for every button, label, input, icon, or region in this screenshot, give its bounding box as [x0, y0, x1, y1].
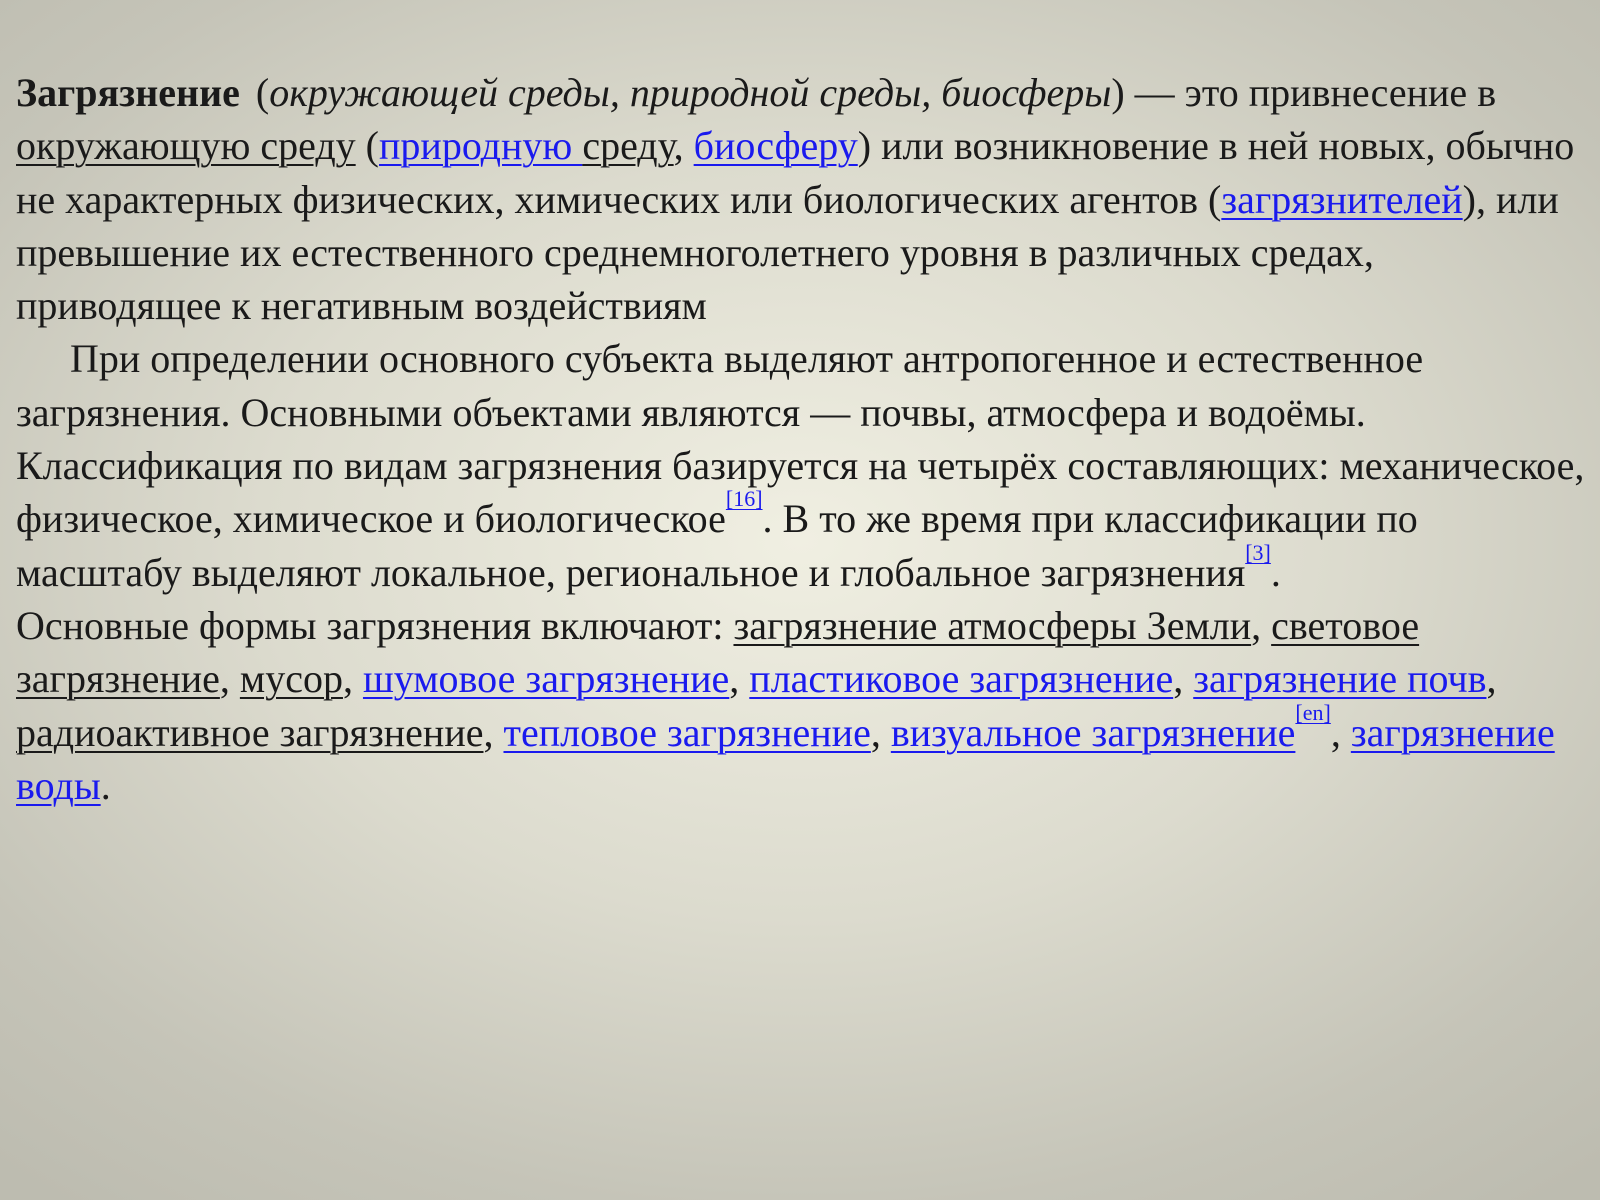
separator: , — [729, 656, 750, 702]
separator: . — [100, 762, 111, 808]
term-heading: Загрязнение — [16, 70, 240, 115]
paragraph-definition — [16, 66, 1588, 332]
link-natural-environment[interactable]: среду — [582, 123, 674, 169]
synonyms-italic: окружающей среды, природной среды, биосферы — [269, 70, 1112, 115]
text-fragment: , — [673, 123, 694, 169]
reference-en — [1295, 700, 1330, 725]
link-water-pollution[interactable]: загрязнение воды — [16, 709, 1555, 808]
reference-3-link[interactable]: [3] — [1245, 539, 1271, 565]
separator: , — [1486, 656, 1497, 702]
paragraph-forms — [16, 599, 1588, 812]
separator: , — [1173, 656, 1194, 702]
text-fragment: При определении основного субъекта выделяют антропогенное и естественное загрязнения. Основными объектами являются — почвы, атмосфера и водоёмы. Классификация по видам загрязнения базируется на четырёх составляющих: механическое, физическое, химическое и биологическое — [16, 336, 1585, 542]
link-biosphere[interactable]: биосферу — [693, 123, 858, 169]
link-radioactive-pollution[interactable]: радиоактивное загрязнение — [16, 709, 484, 755]
separator: , — [483, 709, 504, 755]
link-light-pollution[interactable]: световое загрязнение — [16, 602, 1420, 702]
paragraph-classification — [16, 332, 1588, 598]
link-visual-pollution[interactable]: визуальное загрязнение — [890, 709, 1296, 755]
link-atmosphere-pollution[interactable]: загрязнение атмосферы Земли — [733, 602, 1252, 648]
separator: , — [219, 656, 240, 702]
link-environment[interactable]: окружающую среду — [16, 123, 356, 169]
text-fragment: ), или превышение их естественного среднемноголетнего уровня в различных средах, приводящее к негативным воздействиям — [16, 176, 1559, 329]
link-soil-pollution[interactable]: загрязнение почв — [1193, 656, 1487, 702]
separator: , — [1251, 602, 1272, 648]
link-noise-pollution[interactable]: шумовое загрязнение — [362, 656, 730, 702]
text-fragment: . — [1270, 549, 1281, 595]
separator: , — [870, 709, 891, 755]
reference-en-link[interactable]: [en] — [1295, 699, 1331, 725]
reference-16 — [726, 486, 763, 511]
link-natural[interactable]: природную — [379, 123, 583, 169]
text-fragment: ) — это привнесение в — [1111, 70, 1497, 115]
separator: , — [1330, 709, 1351, 755]
link-pollutants[interactable]: загрязнителей — [1221, 176, 1463, 222]
reference-16-link[interactable]: [16] — [725, 486, 763, 512]
text-fragment: . В то же время при классификации по масштабу выделяют локальное, региональное и глобальное загрязнения — [16, 496, 1418, 595]
text-fragment: ( — [355, 123, 379, 169]
link-garbage[interactable]: мусор — [239, 656, 343, 702]
article-text — [16, 66, 1588, 812]
reference-3 — [1245, 540, 1271, 565]
link-thermal-pollution[interactable]: тепловое загрязнение — [503, 709, 871, 755]
text-fragment: ) или возникновение в ней новых, обычно не характерных физических, химических или биологических агентов ( — [16, 123, 1575, 222]
text-fragment: ( — [255, 70, 270, 115]
separator: , — [342, 656, 363, 702]
text-fragment: Основные формы загрязнения включают: — [16, 602, 734, 648]
link-plastic-pollution[interactable]: пластиковое загрязнение — [749, 656, 1174, 702]
